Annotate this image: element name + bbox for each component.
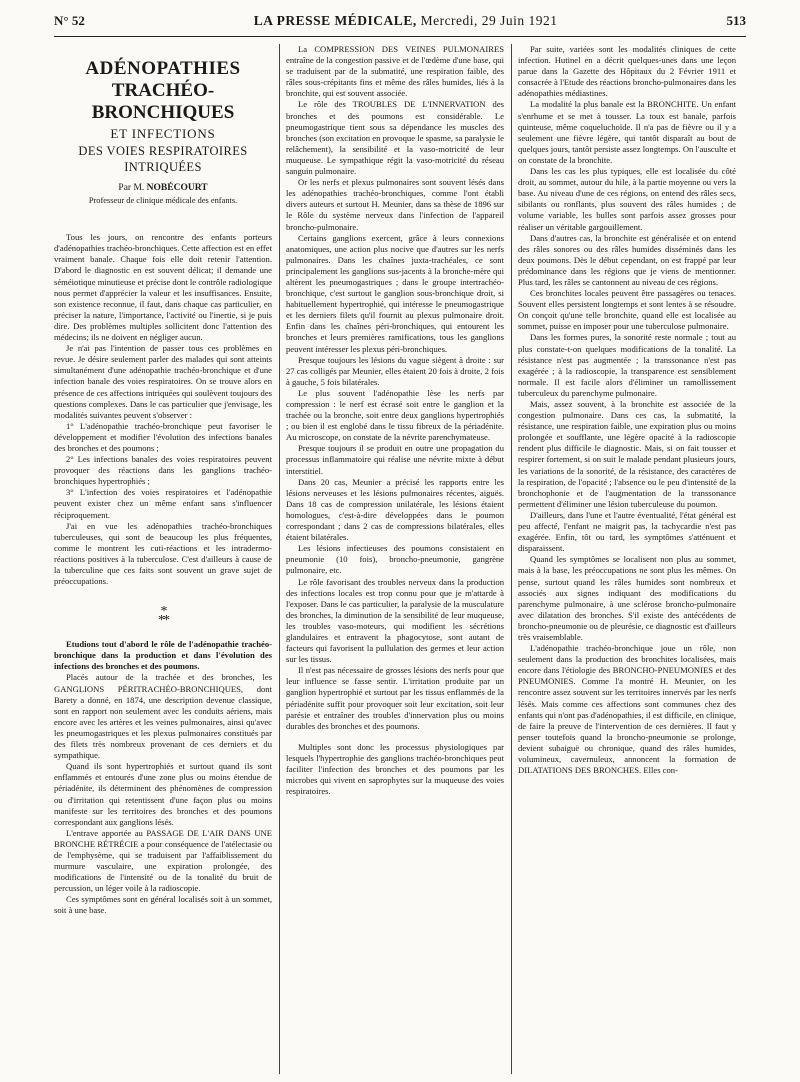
paragraph: J'ai en vue les adénopathies trachéo-bronchiques tuberculeuses, qui sont de beaucoup les plus fréquentes, comme le montrent les cuti-réactions et les intradermo-réactions positives à la tuberculose. C'est d'ailleurs à cause de la tuberculine que ces faits sont souvent un grave sujet de préoccupations.	[54, 520, 272, 587]
paragraph: La modalité la plus banale est la BRONCHITE. Un enfant s'enrhume et se met à tousser. La toux est banale, parfois quinteuse, même coqueluchoïde. Il n'a pas de fièvre ou il y a seulement une fièvre légère, qui tantôt disparaît au bout de quelques jours, tantôt persiste assez longtemps. On l'ausculte et on constate de la bronchite.	[518, 99, 736, 165]
paragraph: La COMPRESSION DES VEINES PULMONAIRES entraîne de la congestion passive et de l'œdème d'une base, qui se traduisent par de la submatité, une respiration faible, des râles sous-crépitants fins et même des râles humides, liés à la bronchite, qui est souvent associée.	[286, 44, 504, 99]
author-line	[54, 183, 272, 194]
paragraph: L'adénopathie trachéo-bronchique joue un rôle, non seulement dans la production des bronchites localisées, mais encore dans l'étiologie des BRONCHO-PNEUMONIES et des PNEUMONIES. Comme l'a montré H. Meunier, on les rencontre assez souvent sur les territoires innervés par les nerfs lésés. Mais comme ces affections sont communes chez des enfants qui n'ont pas d'adénopathies, il est difficile, en clinique, de faire la preuve de l'intervention de ces dernières. Il faut y penser toutefois quand la broncho-pneumonie se prolonge, devient subaiguë ou chronique, quand des râles humides, volumineux, cavernuleux, annoncent la formation de DILATATIONS DES BRONCHES. Elles con-	[518, 643, 736, 776]
title-line-3: ET INFECTIONS	[110, 126, 216, 141]
section-separator-asterism	[54, 604, 272, 629]
paragraph: Mais, assez souvent, à la bronchite est associée de la congestion pulmonaire. Dans ces cas, la submatité, la résistance, une respiration faible, une expiration plus ou moins prolongée et soufflante, une légère opacité à la radioscopie rendent plus difficile le diagnostic. Mais, si on fait tousser et respirer fortement, si on suit le malade pendant plusieurs jours, les variations de la sonorité, de la résistance, des caractères de la respiration, de l'opacité ; l'absence ou le peu d'intensité de la bronchophonie et de l'augmentation de la transsonance permettent d'éliminer une lésion tuberculeuse du poumon.	[518, 399, 736, 509]
paragraph: Ces bronchites locales peuvent être passagères ou tenaces. Souvent elles persistent longtemps et sont lentes à se résoudre. On conçoit qu'une telle bronchite, quand elle est localisée au sommet, puisse en imposer pour une tuberculose pulmonaire.	[518, 288, 736, 332]
title-line-4: DES VOIES RESPIRATOIRES INTRIQUÉES	[78, 144, 248, 174]
author-affiliation: Professeur de clinique médicale des enfants.	[88, 196, 238, 206]
section-lead-paragraph: Etudions tout d'abord le rôle de l'adénopathie trachéo-bronchique dans la production et dans l'évolution des infections des bronches et des poumons.	[54, 639, 272, 672]
paragraph: Or les nerfs et plexus pulmonaires sont souvent lésés dans les adénopathies trachéo-bronchiques, comme l'ont établi divers auteurs et surtout H. Meunier, dans sa thèse de 1896 sur le Rôle du système nerveux dans l'infection de l'appareil broncho-pulmonaire.	[286, 177, 504, 232]
paragraph: Il n'est pas nécessaire de grosses lésions des nerfs pour que leur influence se fasse sentir. L'irritation produite par un ganglion hypertrophié et surtout par les tissus enflammés de la périadénite suffit pour provoquer soit leur excitation, soit leur parésie et entraîner des troubles d'innervation plus ou moins durables des bronches et des poumons.	[286, 665, 504, 731]
asterism: * **	[158, 604, 168, 629]
issue-date: Mercredi, 29 Juin 1921	[420, 13, 558, 28]
paragraph: Tous les jours, on rencontre des enfants porteurs d'adénopathies trachéo-bronchiques. Cette affection est en effet vraiment banale. Chaque fois elle doit retenir l'attention. D'abord le diagnostic en est souvent délicat; il demande une séméiotique minutieuse et précise dont le contrôle radiologique nous permet d'apprécier la valeur et les insuffisances. Ensuite, son existence reconnue, il faut, dans chaque cas particulier, en préciser la nature, l'importance, l'activité ou l'inertie, si je puis dire. Des problèmes multiples sollicitent donc l'attention des médecins; ils ne doivent en négliger aucun.	[54, 232, 272, 343]
column-3	[518, 44, 736, 1074]
paragraph: Quand les symptômes se localisent non plus au sommet, mais à la base, les préoccupations ne sont plus les mêmes. On pense, surtout quand les râles humides sont nombreux et associés aux signes indiquant des modifications du parenchyme pulmonaire, à une sclérose broncho-pulmonaire avec dilatation des bronches. S'il existe des antécédents de broncho-pneumonie ou de pleurésie, ce diagnostic est d'ailleurs très vraisemblable.	[518, 554, 736, 642]
column-1	[54, 44, 272, 1074]
paragraph: Dans les cas les plus typiques, elle est localisée du côté droit, au sommet, autour du hile, à la partie moyenne ou vers la base. Au niveau d'une de ces régions, on entend des râles secs, sibilants ou ronflants, plus souvent des râles humides ; de volume variable, les bulles sont parfois assez grosses pour réaliser un véritable gargouillement.	[518, 166, 736, 232]
paragraph: Dans d'autres cas, la bronchite est généralisée et on entend des râles sonores ou des râles humides disséminés dans les deux poumons. Dès le début cependant, on est frappé par leur prédominance dans les régions que je viens de mentionner. Plus tard, les râles se cantonnent au niveau de ces régions.	[518, 232, 736, 287]
paragraph: Multiples sont donc les processus physiologiques par lesquels l'hypertrophie des ganglions trachéo-bronchiques peut faciliter l'infection des bronches et des poumons par les microbes qui vivent en saprophytes sur la muqueuse des voies respiratoires.	[286, 741, 504, 797]
column-rule	[511, 44, 512, 1074]
author-prefix: Par M.	[118, 183, 145, 193]
article-body	[54, 44, 746, 1074]
paragraph: 3° L'infection des voies respiratoires et l'adénopathie peuvent exister chez un même enfant sans s'influencer réciproquement.	[54, 487, 272, 520]
paragraph: Je n'ai pas l'intention de passer tous ces problèmes en revue. Je désire seulement parler des malades qui sont atteints simultanément d'une adénopathie trachéo-bronchique et d'une infection banale des voies respiratoires. On se trouve alors en présence de ces affections intriquées qui soulèvent toujours des questions complexes. Dans le cas particulier que j'envisage, les modalités suivantes peuvent s'observer :	[54, 343, 272, 420]
paragraph: Le rôle favorisant des troubles nerveux dans la production des infections locales est trop connu pour que je m'attarde à l'exposer. Dans le cas particulier, la paralysie de la musculature des bronches, la diminution de la sensibilité de leur muqueuse, les troubles vaso-moteurs, qui modifient les sécrétions glandulaires et entravent la phagocytose, sont autant de facteurs qui favorisent la pullulation des germes et leur action sur les tissus.	[286, 576, 504, 665]
title-line-1: ADÉNOPATHIES	[85, 58, 241, 79]
author-name: NOBÉCOURT	[146, 183, 208, 193]
article-title	[54, 58, 272, 175]
paragraph: Dans les formes pures, la sonorité reste normale ; tout au plus constate-t-on quelques modifications de la tonalité. La résistance n'est pas augmentée ; la transsonance n'est pas exagérée ; à la radioscopie, la transparence est sensiblement normale. Il est facile alors d'éliminer un ramollissement tuberculeux du parenchyme pulmonaire.	[518, 332, 736, 398]
paragraph: Certains ganglions exercent, grâce à leurs connexions anatomiques, une action plus nocive que d'autres sur les nerfs pulmonaires. Dans les chaînes juxta-trachéales, ce sont principalement les ganglions sus-jacents à la bronche-mère qui altèrent les pneumogastriques ; dans le groupe intertrachéo-bronchique, c'est surtout le ganglion sous-bronchique droit, si habituellement hypertrophié, qui intéresse le pneumogastrique et les derniers filets qu'il fournit au plexus pulmonaire droit. Enfin dans les chaînes péri-bronchiques, qui entourent les bronches et leurs premières ramifications, tous les ganglions peuvent intéresser les plexus péri-bronchiques.	[286, 232, 504, 354]
paragraph: L'entrave apportée au PASSAGE DE L'AIR DANS UNE BRONCHE RÉTRÉCIE a pour conséquence de l'atélectasie ou de l'emphysème, qui se traduisent par l'affaiblissement du murmure vasculaire, une expiration prolongée, des modifications de l'intensité ou de la tonalité du bruit de percussion, un léger voile à la radioscopie.	[54, 827, 272, 894]
paragraph: Presque toujours il se produit en outre une propagation du processus inflammatoire qui réalise une névrite mixte à début interstitiel.	[286, 443, 504, 476]
paragraph: Le rôle des TROUBLES DE L'INNERVATION des bronches et des poumons est considérable. Le pneumogastrique tient sous sa dépendance les muscles des bronches (son excitation en provoque le spasme, sa paralysie le relâchement), la sensibilité et la vaso-motricité de leur muqueuse. Le sympathique régit la vaso-motricité du réseau sanguin pulmonaire.	[286, 99, 504, 177]
paragraph: D'ailleurs, dans l'une et l'autre éventualité, l'état général est peu affecté, l'enfant ne maigrit pas, la tachycardie n'est pas exagérée. Enfin, tôt ou tard, les symptômes s'atténuent et disparaissent.	[518, 509, 736, 554]
paragraph: 1° L'adénopathie trachéo-bronchique peut favoriser le développement et modifier l'évolution des infections banales des bronches et des poumons ;	[54, 420, 272, 453]
paragraph: Le plus souvent l'adénopathie lèse les nerfs par compression : le nerf est écrasé soit entre le ganglion et la trachée ou la bronche, soit entre deux ganglions hypertrophiés ; ou bien il est englobé dans le tissu fibreux de la périadénite. Au microscope, on constate de la névrite parenchymateuse.	[286, 387, 504, 443]
column-2	[286, 44, 504, 1074]
paragraph: Les lésions infectieuses des poumons consistaient en pneumonie (10 fois), broncho-pneumonie, gangrène pulmonaire, etc.	[286, 543, 504, 576]
paragraph: Par suite, variées sont les modalités cliniques de cette infection. Hutinel en a décrit quelques-unes dans une leçon parue dans la Gazette des Hôpitaux du 2 Février 1911 et consacrée à l'Etude des réactions broncho-pulmonaires dans les adénopathies médiastines.	[518, 44, 736, 99]
paragraph: Quand ils sont hypertrophiés et surtout quand ils sont enflammés et entourés d'une zone plus ou moins étendue de périadénite, ils déterminent des phénomènes de compression ou d'irritation qui retentissent d'une façon plus ou moins manifeste sur les territoires des bronches et des poumons correspondant aux ganglions lésés.	[54, 761, 272, 827]
page-header	[54, 6, 746, 37]
paragraph: Presque toujours les lésions du vague siègent à droite : sur 27 cas colligés par Meunier, elles étaient 20 fois à droite, 2 fois à gauche, 5 fois bilatérales.	[286, 354, 504, 387]
paragraph: Dans 20 cas, Meunier a précisé les rapports entre les lésions nerveuses et les lésions pulmonaires récentes, aiguës. Dans 18 cas de compression unilatérale, les lésions étaient homologues, c'est-à-dire développées dans le poumon correspondant ; dans 2 cas de compressions bilatérales, elles étaient bilatérales.	[286, 476, 504, 543]
journal-name: LA PRESSE MÉDICALE,	[253, 13, 417, 28]
column-rule	[279, 44, 280, 1074]
journal-title	[254, 13, 558, 29]
paragraph: Placés autour de la trachée et des bronches, les GANGLIONS PÉRITRACHÉO-BRONCHIQUES, dont Barety a donné, en 1874, une description devenue classique, sont en rapport non seulement avec les conduits aériens, mais encore avec les artères et les veines pulmonaires, ainsi qu'avec les pneumogastriques et les plexus pulmonaires constitués par des filets très nombreux provenant de ces derniers et du sympathique.	[54, 672, 272, 761]
page-number: 513	[726, 13, 746, 28]
title-line-2: TRACHÉO-BRONCHIQUES	[91, 80, 235, 123]
paragraph: 2° Les infections banales des voies respiratoires peuvent provoquer des réactions dans les ganglions trachéo-bronchiques hypertrophiés ;	[54, 454, 272, 487]
issue-number: N° 52	[54, 13, 85, 28]
paragraph: Ces symptômes sont en général localisés soit à un sommet, soit à une base.	[54, 894, 272, 916]
